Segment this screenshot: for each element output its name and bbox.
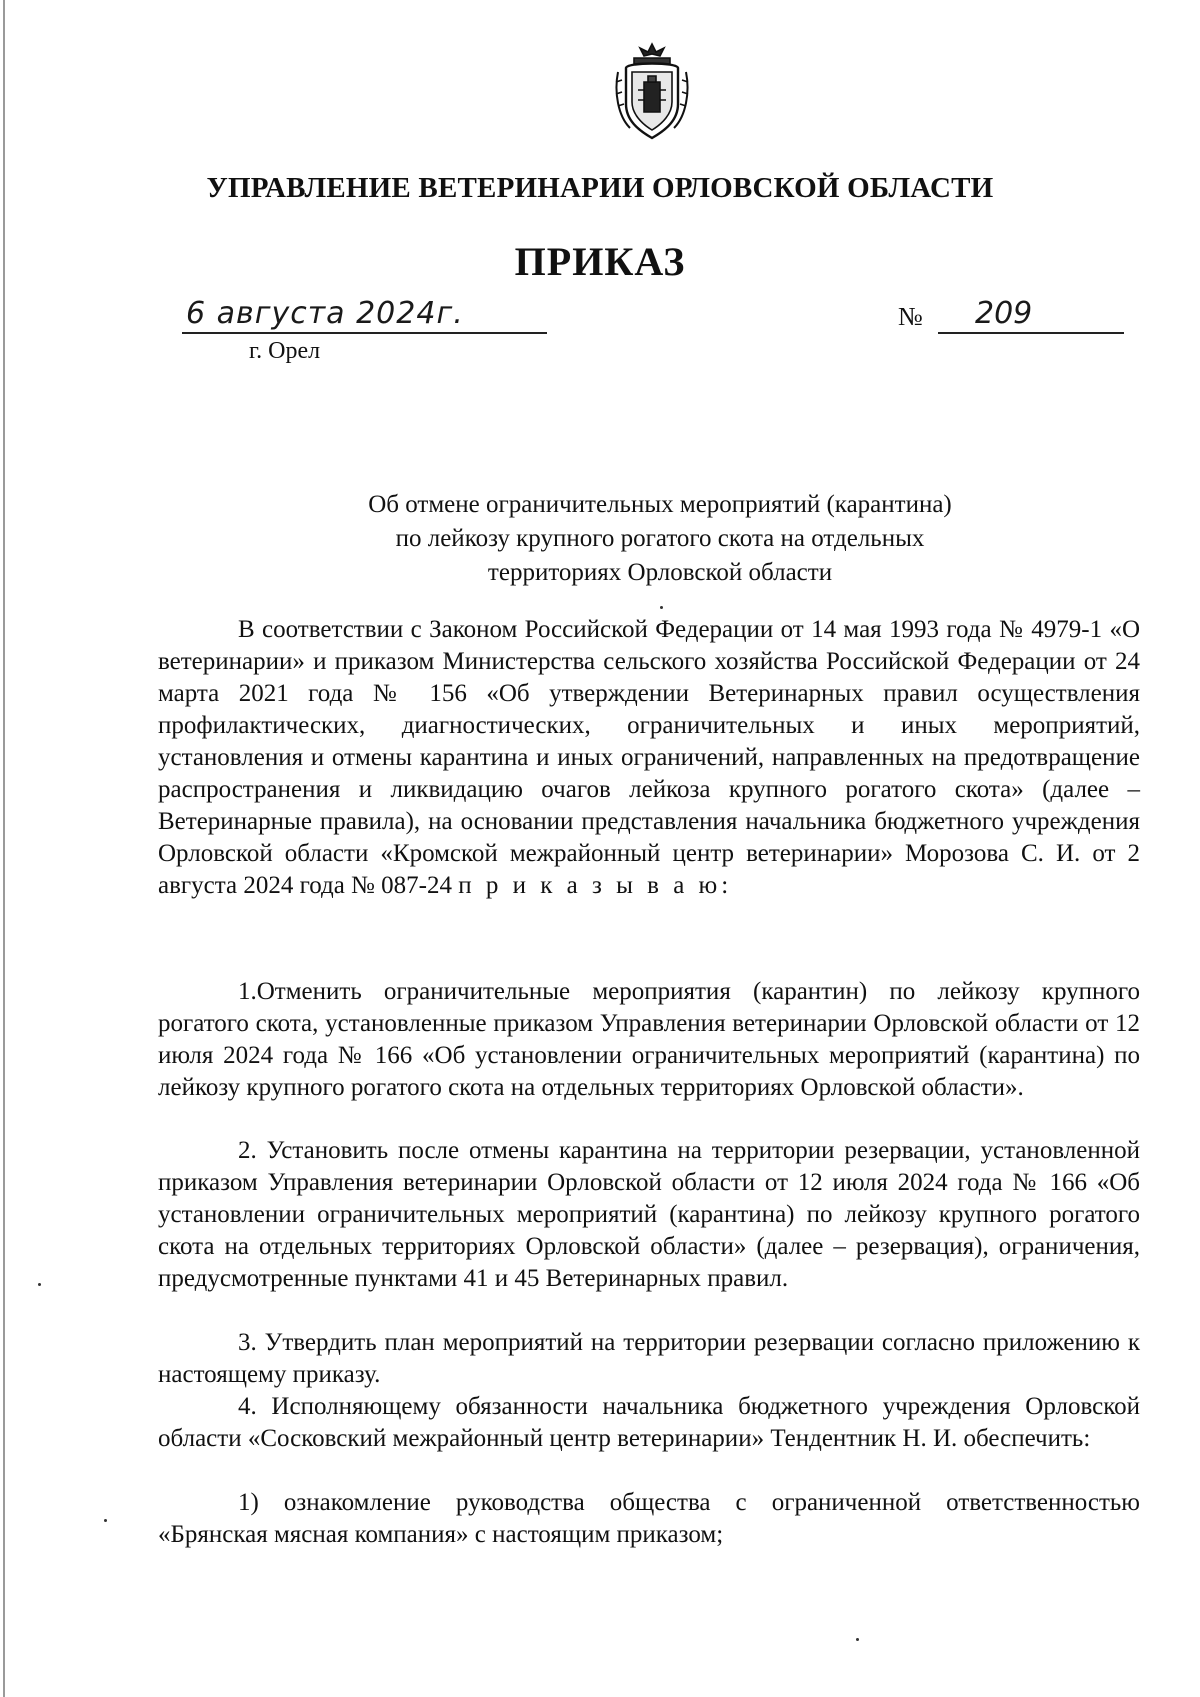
scan-speck: [660, 606, 663, 609]
order-word: п р и к а з ы в а ю:: [458, 872, 733, 899]
scan-speck: [38, 1283, 41, 1286]
city-label: г. Орел: [249, 338, 321, 364]
intro-paragraph: [158, 614, 1140, 902]
order-item-text: 1.Отменить ограничительные мероприятия (карантин) по лейкозу крупного рогатого скота, установленные приказом Управления ветеринарии Орловской области от 12 июля 2024 года № 166 «Об установлении ограничительных мероприятий (карантина) по лейкозу крупного рогатого скота на отдельных территориях Орловской области».: [158, 978, 1140, 1101]
coat-of-arms-emblem-icon: [612, 42, 692, 142]
organization-title: УПРАВЛЕНИЕ ВЕТЕРИНАРИИ ОРЛОВСКОЙ ОБЛАСТИ: [206, 172, 994, 204]
subject-line: территориях Орловской области: [487, 559, 833, 586]
order-item-4: [158, 1391, 1140, 1455]
document-type-heading: ПРИКАЗ: [514, 239, 686, 284]
intro-text: В соответствии с Законом Российской Федерации от 14 мая 1993 года № 4979-1 «О ветеринарии» и приказом Министерства сельского хозяйства Российской Федерации от 24 марта 2021 года № 156 «Об утверждении Ветеринарных правил осуществления профилактических, диагностических, ограничительных и иных мероприятий, установления и отмены карантина и иных ограничений, направленных на предотвращение распространения и ликвидацию очагов лейкоза крупного рогатого скота» (далее – Ветеринарные правила), на основании представления начальника бюджетного учреждения Орловской области «Кромской межрайонный центр ветеринарии» Морозова С. И. от 2 августа 2024 года № 087-24: [158, 616, 1140, 899]
handwritten-date: 6 августа 2024г.: [186, 296, 464, 331]
handwritten-number: 209: [975, 296, 1033, 331]
order-subitem-text: 1) ознакомление руководства общества с ограниченной ответственностью «Брянская мясная компания» с настоящим приказом;: [158, 1489, 1140, 1548]
order-subitem-1: [158, 1487, 1140, 1551]
order-item-text: 3. Утвердить план мероприятий на территории резервации согласно приложению к настоящему приказу.: [158, 1329, 1140, 1388]
scan-speck: [856, 1638, 859, 1641]
number-label: №: [898, 302, 923, 331]
order-item-text: 4. Исполняющему обязанности начальника бюджетного учреждения Орловской области «Сосковский межрайонный центр ветеринарии» Тендентник Н. И. обеспечить:: [158, 1393, 1140, 1452]
order-item-1: [158, 976, 1140, 1104]
subject-line: Об отмене ограничительных мероприятий (карантина): [368, 491, 952, 518]
subject-line: по лейкозу крупного рогатого скота на отдельных: [395, 525, 925, 552]
order-item-text: 2. Установить после отмены карантина на территории резервации, установленной приказом Управления ветеринарии Орловской области от 12 июля 2024 года № 166 «Об установлении ограничительных мероприятий (карантина) по лейкозу крупного рогатого скота на отдельных территориях Орловской области» (далее – резервация), ограничения, предусмотренные пунктами 41 и 45 Ветеринарных правил.: [158, 1137, 1140, 1292]
order-item-3: [158, 1327, 1140, 1391]
scan-speck: [104, 1519, 107, 1522]
order-item-2: [158, 1135, 1140, 1295]
document-subject: [300, 488, 1020, 590]
